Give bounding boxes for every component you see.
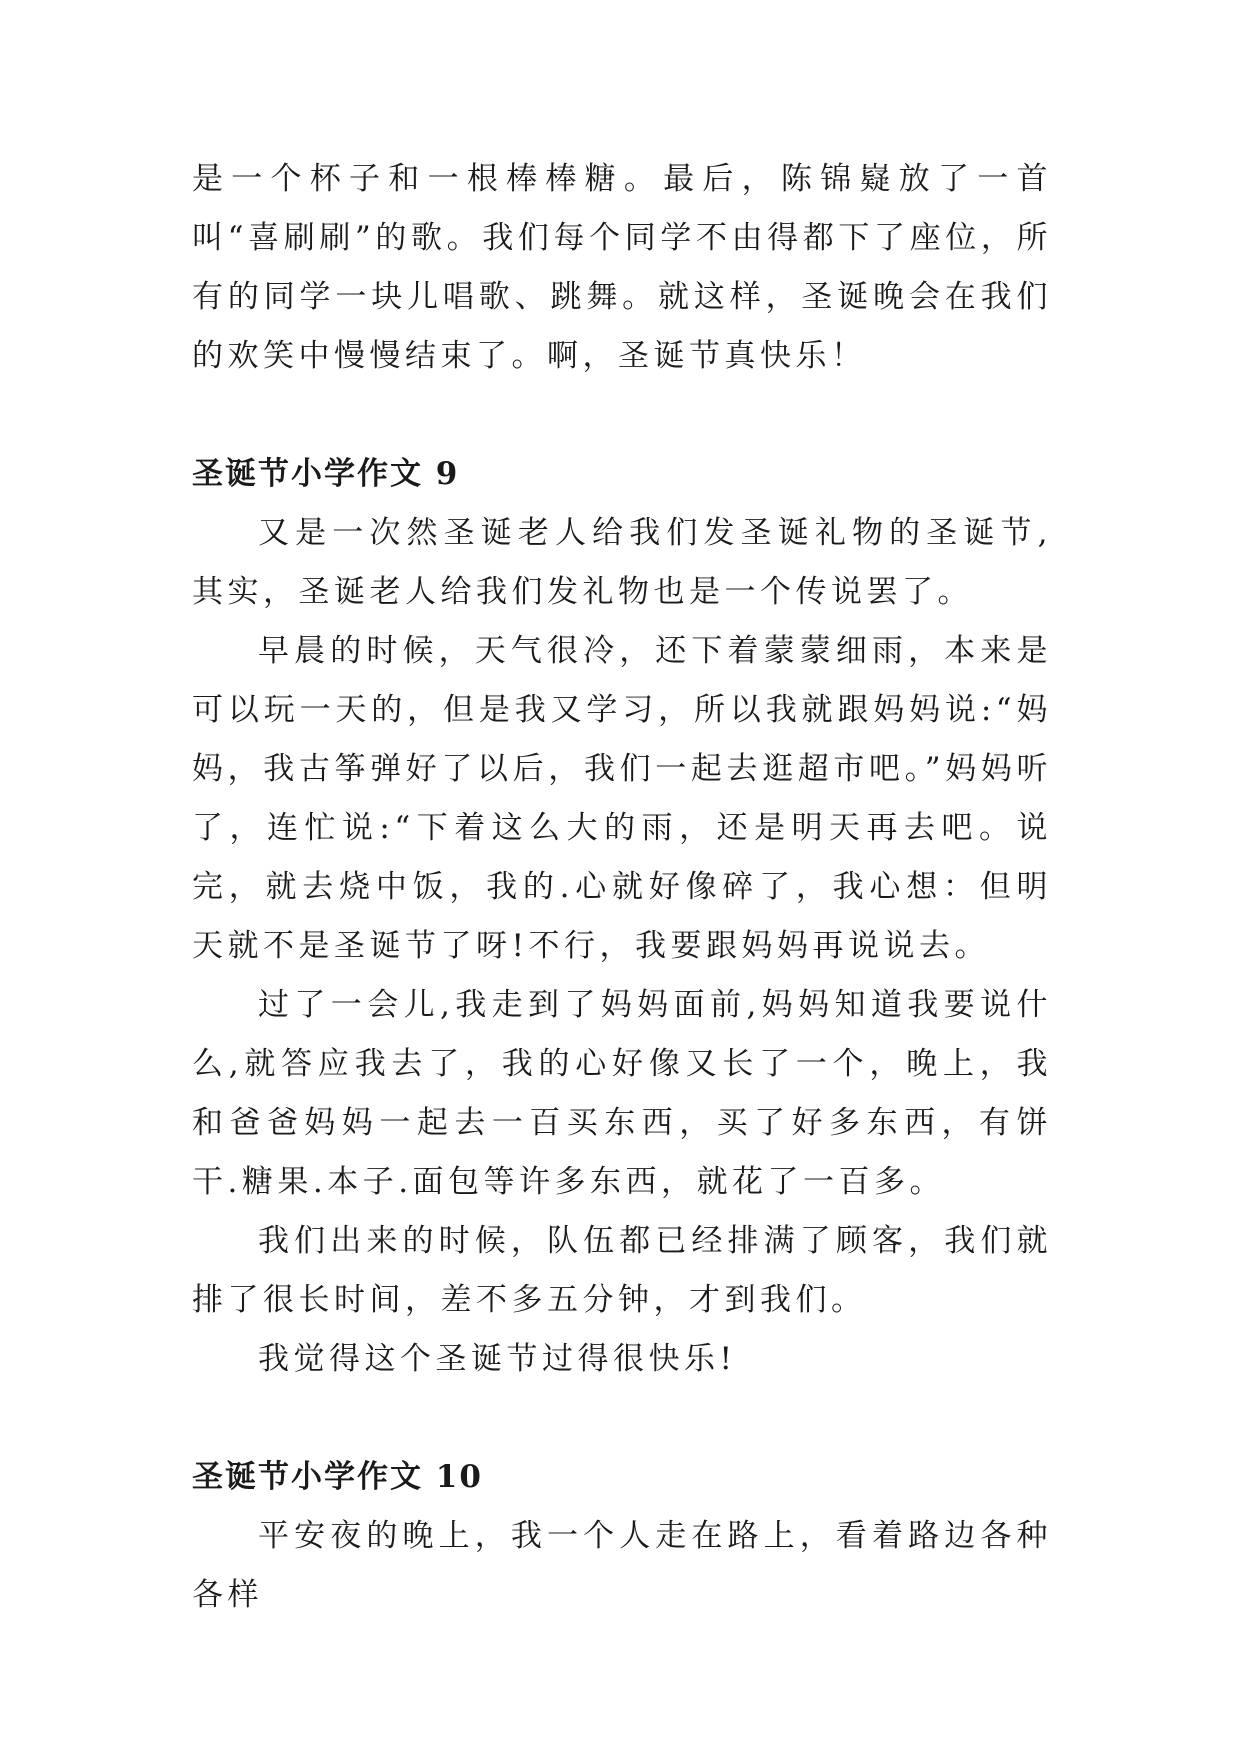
section-10-paragraph-1: 平安夜的晚上，我一个人走在路上，看着路边各种各样 <box>192 1518 1052 1613</box>
section-9-paragraph-2: 早晨的时候，天气很冷，还下着蒙蒙细雨，本来是可以玩一天的，但是我又学习，所以我就跟妈妈说:“妈妈，我古筝弹好了以后，我们一起去逛超市吧。”妈妈听了，连忙说:“下着这么大的雨，还是明天再去吧。说完，就去烧中饭，我的.心就好像碎了，我心想：但明天就不是圣诞节了呀!不行，我要跟妈妈再说说去。 <box>192 633 1052 964</box>
continuation-paragraph: 是一个杯子和一根棒棒糖。最后，陈锦嶷放了一首叫“喜刷刷”的歌。我们每个同学不由得都下了座位，所有的同学一块儿唱歌、跳舞。就这样，圣诞晚会在我们的欢笑中慢慢结束了。啊，圣诞节真快乐！ <box>192 161 1052 374</box>
section-9-paragraph-4: 我们出来的时候，队伍都已经排满了顾客，我们就排了很长时间，差不多五分钟，才到我们。 <box>192 1223 1052 1318</box>
section-9-heading: 圣诞节小学作文 9 <box>192 456 460 492</box>
section-10-heading: 圣诞节小学作文 10 <box>192 1459 483 1495</box>
document-page <box>192 150 1052 1625</box>
section-9-paragraph-3: 过了一会儿,我走到了妈妈面前,妈妈知道我要说什么,就答应我去了，我的心好像又长了一个，晚上，我和爸爸妈妈一起去一百买东西，买了好多东西，有饼干.糖果.本子.面包等许多东西，就花了一百多。 <box>192 987 1052 1200</box>
section-9-paragraph-5: 我觉得这个圣诞节过得很快乐! <box>258 1341 737 1377</box>
section-9-paragraph-1: 又是一次然圣诞老人给我们发圣诞礼物的圣诞节,其实，圣诞老人给我们发礼物也是一个传说罢了。 <box>192 515 1052 610</box>
